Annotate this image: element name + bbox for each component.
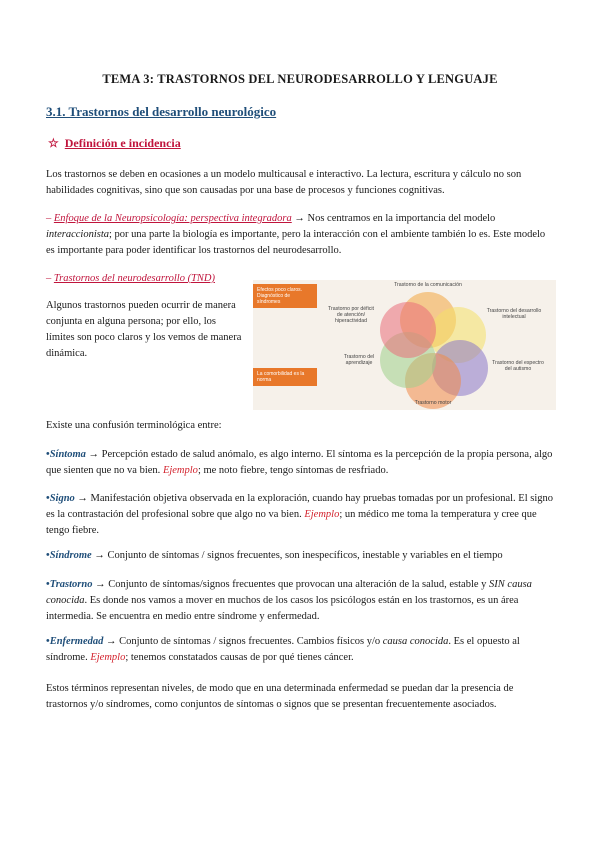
- bullet: •: [46, 550, 50, 561]
- tnd-paragraph: Algunos trastornos pueden ocurrir de manera conjunta en alguna persona; por ello, los límites son poco claros y los vemos de manera dinámica.: [46, 300, 242, 359]
- tnd-venn-figure: [253, 280, 556, 410]
- label-motor: Trastorno motor: [414, 400, 452, 406]
- term-label: Trastorno: [49, 579, 93, 590]
- example-label: Ejemplo: [304, 509, 340, 520]
- dash: –: [46, 273, 54, 284]
- section-heading: 3.1. Trastornos del desarrollo neurológico: [46, 104, 277, 119]
- term-sintoma: [46, 447, 556, 479]
- term-text: Conjunto de síntomas / signos frecuentes. Cambios físicos y/o: [119, 636, 383, 647]
- label-tdah: Trastorno por déficit de atención/ hiperactividad: [328, 306, 374, 324]
- term-trastorno: [46, 577, 556, 625]
- term-text: Manifestación objetiva observada en la exploración, cuando hay pruebas tomadas por un profesional. El signo es la contrastación del profesional sobre que algo no va bien.: [46, 493, 553, 520]
- term-label: Síndrome: [49, 550, 92, 561]
- term-italic: SIN causa conocida: [46, 579, 532, 606]
- arrow: →: [74, 493, 91, 504]
- term-sindrome: [46, 548, 556, 564]
- label-comunicacion: Trastorno de la comunicación: [394, 282, 462, 288]
- dash: –: [46, 213, 54, 224]
- example-label: Ejemplo: [90, 652, 126, 663]
- arrow: →: [291, 213, 308, 224]
- term-text: Percepción estado de salud anómalo, es algo interno. El síntoma es la percepción de la propia persona, algo que sienten que no va bien.: [46, 449, 553, 476]
- term-italic: causa conocida: [382, 636, 449, 647]
- star-icon: ☆: [48, 136, 59, 150]
- bullet: •: [46, 449, 50, 460]
- circle-tdah: [380, 302, 436, 358]
- label-intelectual: Trastorno del desarrollo intelectual: [486, 308, 542, 320]
- subsection-label: Definición e incidencia: [64, 136, 181, 150]
- closing-paragraph: Estos términos representan niveles, de modo que en una determinada enfermedad se puedan dar la presencia de trastornos y/o síndromes, como conjuntos de síntomas o signos que se presentan frecuentemente asociados.: [46, 683, 514, 710]
- term-text-mid: . Es el opuesto al síndrome.: [46, 636, 520, 663]
- confusion-line: Existe una confusión terminológica entre:: [46, 420, 222, 431]
- term-signo: [46, 491, 556, 539]
- intro-paragraph: Los trastornos se deben en ocasiones a un modelo multicausal e interactivo. La lectura, escritura y cálculo no son habilidades cognitivas, sino que son causadas por una base de procesos y funciones cognitivas.: [46, 169, 522, 196]
- enfoque-text: Nos centramos en la importancia del modelo: [307, 213, 496, 224]
- term-text: Conjunto de síntomas/signos frecuentes que provocan una alteración de la salud, estable y: [108, 579, 490, 590]
- enfoque-paragraph: [46, 211, 556, 259]
- term-label: Enfermedad: [49, 636, 104, 647]
- enfoque-heading: Enfoque de la Neuropsicología: perspectiva integradora: [53, 213, 292, 224]
- arrow: →: [85, 449, 102, 460]
- arrow: →: [103, 636, 120, 647]
- bullet: •: [46, 579, 50, 590]
- term-text-2: ; me noto fiebre, tengo síntomas de resfriado.: [197, 465, 389, 476]
- arrow: →: [92, 579, 109, 590]
- bullet: •: [46, 636, 50, 647]
- tnd-heading: Trastornos del neurodesarrollo (TND): [53, 273, 215, 284]
- example-label: Ejemplo: [162, 465, 198, 476]
- term-text-2: ; tenemos constatados causas de por qué tienes cáncer.: [125, 652, 354, 663]
- term-text: Conjunto de síntomas / signos frecuentes, son inespecíficos, inestable y variables en el tiempo: [107, 550, 503, 561]
- subsection-heading: [48, 136, 181, 151]
- term-label: Signo: [49, 493, 75, 504]
- bullet: •: [46, 493, 50, 504]
- enfoque-text-2: ; por una parte la biología es importante, pero la interacción con el ambiente también lo es. Este modelo es importante para poder identificar los trastornos del neurodesarrollo.: [46, 229, 546, 256]
- callout-bottom: La comorbilidad es la norma: [253, 368, 317, 386]
- term-text-2: ; un médico me toma la temperatura y cree que tengo fiebre.: [46, 509, 537, 536]
- term-enfermedad: [46, 634, 556, 666]
- enfoque-term: interaccionista: [46, 229, 109, 240]
- term-label: Síntoma: [49, 449, 86, 460]
- page-title: TEMA 3: TRASTORNOS DEL NEURODESARROLLO Y LENGUAJE: [102, 72, 498, 86]
- label-aprendizaje: Trastorno del aprendizaje: [343, 354, 375, 366]
- callout-top: Efectos poco claros. Diagnóstico de síndromes: [253, 284, 317, 308]
- label-autismo: Trastorno del espectro del autismo: [492, 360, 544, 372]
- arrow: →: [91, 550, 108, 561]
- term-text-2: . Es donde nos vamos a mover en muchos de los casos los psicólogos están en los trastornos, es un área intermedia. Se encuentra en medio entre síndrome y enfermedad.: [46, 595, 519, 622]
